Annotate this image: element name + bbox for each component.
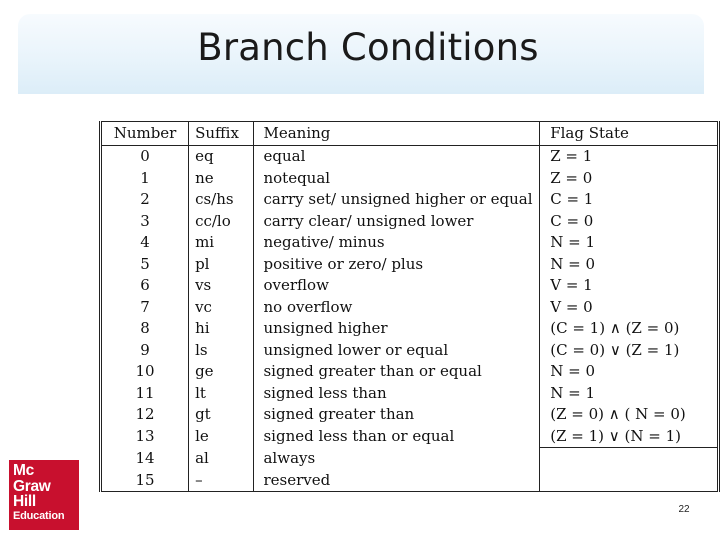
cell-meaning: signed less than [254, 383, 540, 405]
table-row [101, 232, 719, 254]
cell-flag: Z = 1 [540, 146, 719, 168]
cell-suffix: ls [189, 340, 254, 362]
cell-flag: N = 0 [540, 361, 719, 383]
cell-flag: N = 1 [540, 383, 719, 405]
table-row [101, 404, 719, 426]
cell-number: 12 [101, 404, 189, 426]
table-row [101, 361, 719, 383]
header-suffix: Suffix [189, 122, 254, 146]
table-header-row [101, 122, 719, 146]
cell-flag: V = 1 [540, 275, 719, 297]
mcgraw-hill-education-logo [9, 460, 79, 530]
table-row [101, 470, 719, 492]
page-number: 22 [678, 504, 690, 515]
cell-meaning: unsigned higher [254, 318, 540, 340]
cell-flag: V = 0 [540, 297, 719, 319]
cell-meaning: negative/ minus [254, 232, 540, 254]
cell-number: 9 [101, 340, 189, 362]
cell-flag: C = 1 [540, 189, 719, 211]
table-row [101, 254, 719, 276]
table-row [101, 146, 719, 168]
cell-flag [540, 470, 719, 492]
cell-number: 0 [101, 146, 189, 168]
cell-meaning: always [254, 448, 540, 470]
cell-suffix: lt [189, 383, 254, 405]
cell-number: 8 [101, 318, 189, 340]
cell-number: 3 [101, 211, 189, 233]
table-row [101, 426, 719, 448]
table-row [101, 211, 719, 233]
cell-flag: C = 0 [540, 211, 719, 233]
cell-suffix: gt [189, 404, 254, 426]
cell-number: 11 [101, 383, 189, 405]
cell-suffix: le [189, 426, 254, 448]
cell-number: 4 [101, 232, 189, 254]
cell-flag: (Z = 0) ∧ ( N = 0) [540, 404, 719, 426]
cell-suffix: ge [189, 361, 254, 383]
cell-meaning: notequal [254, 168, 540, 190]
cell-number: 10 [101, 361, 189, 383]
cell-flag: (C = 1) ∧ (Z = 0) [540, 318, 719, 340]
cell-meaning: carry clear/ unsigned lower [254, 211, 540, 233]
cell-meaning: equal [254, 146, 540, 168]
cell-flag [540, 448, 719, 470]
cell-meaning: carry set/ unsigned higher or equal [254, 189, 540, 211]
cell-suffix: mi [189, 232, 254, 254]
table-row [101, 448, 719, 470]
cell-suffix: – [189, 470, 254, 492]
cell-number: 2 [101, 189, 189, 211]
branch-conditions-table [99, 121, 720, 492]
cell-suffix: pl [189, 254, 254, 276]
header-flag-state: Flag State [540, 122, 719, 146]
cell-meaning: signed less than or equal [254, 426, 540, 448]
cell-flag: (Z = 1) ∨ (N = 1) [540, 426, 719, 448]
cell-number: 7 [101, 297, 189, 319]
slide-title: Branch Conditions [197, 26, 539, 69]
logo-line-graw: Graw [13, 477, 51, 495]
cell-meaning: unsigned lower or equal [254, 340, 540, 362]
cell-suffix: al [189, 448, 254, 470]
table-row [101, 340, 719, 362]
table-row [101, 168, 719, 190]
cell-number: 15 [101, 470, 189, 492]
table-row [101, 383, 719, 405]
cell-suffix: cs/hs [189, 189, 254, 211]
table-row [101, 275, 719, 297]
cell-suffix: vc [189, 297, 254, 319]
logo-line-mc: Mc [13, 462, 34, 479]
table-row [101, 318, 719, 340]
cell-flag: (C = 0) ∨ (Z = 1) [540, 340, 719, 362]
cell-flag: Z = 0 [540, 168, 719, 190]
cell-flag: N = 0 [540, 254, 719, 276]
cell-meaning: no overflow [254, 297, 540, 319]
cell-suffix: eq [189, 146, 254, 168]
table-row [101, 297, 719, 319]
cell-number: 6 [101, 275, 189, 297]
cell-suffix: vs [189, 275, 254, 297]
header-meaning: Meaning [254, 122, 540, 146]
cell-suffix: hi [189, 318, 254, 340]
cell-meaning: signed greater than [254, 404, 540, 426]
cell-number: 1 [101, 168, 189, 190]
table-row [101, 189, 719, 211]
header-number: Number [101, 122, 189, 146]
cell-meaning: reserved [254, 470, 540, 492]
cell-flag: N = 1 [540, 232, 719, 254]
cell-number: 5 [101, 254, 189, 276]
cell-meaning: overflow [254, 275, 540, 297]
cell-meaning: signed greater than or equal [254, 361, 540, 383]
cell-number: 13 [101, 426, 189, 448]
cell-number: 14 [101, 448, 189, 470]
cell-suffix: cc/lo [189, 211, 254, 233]
cell-meaning: positive or zero/ plus [254, 254, 540, 276]
logo-line-hill: Hill [13, 493, 36, 510]
logo-line-education: Education [13, 509, 65, 522]
cell-suffix: ne [189, 168, 254, 190]
